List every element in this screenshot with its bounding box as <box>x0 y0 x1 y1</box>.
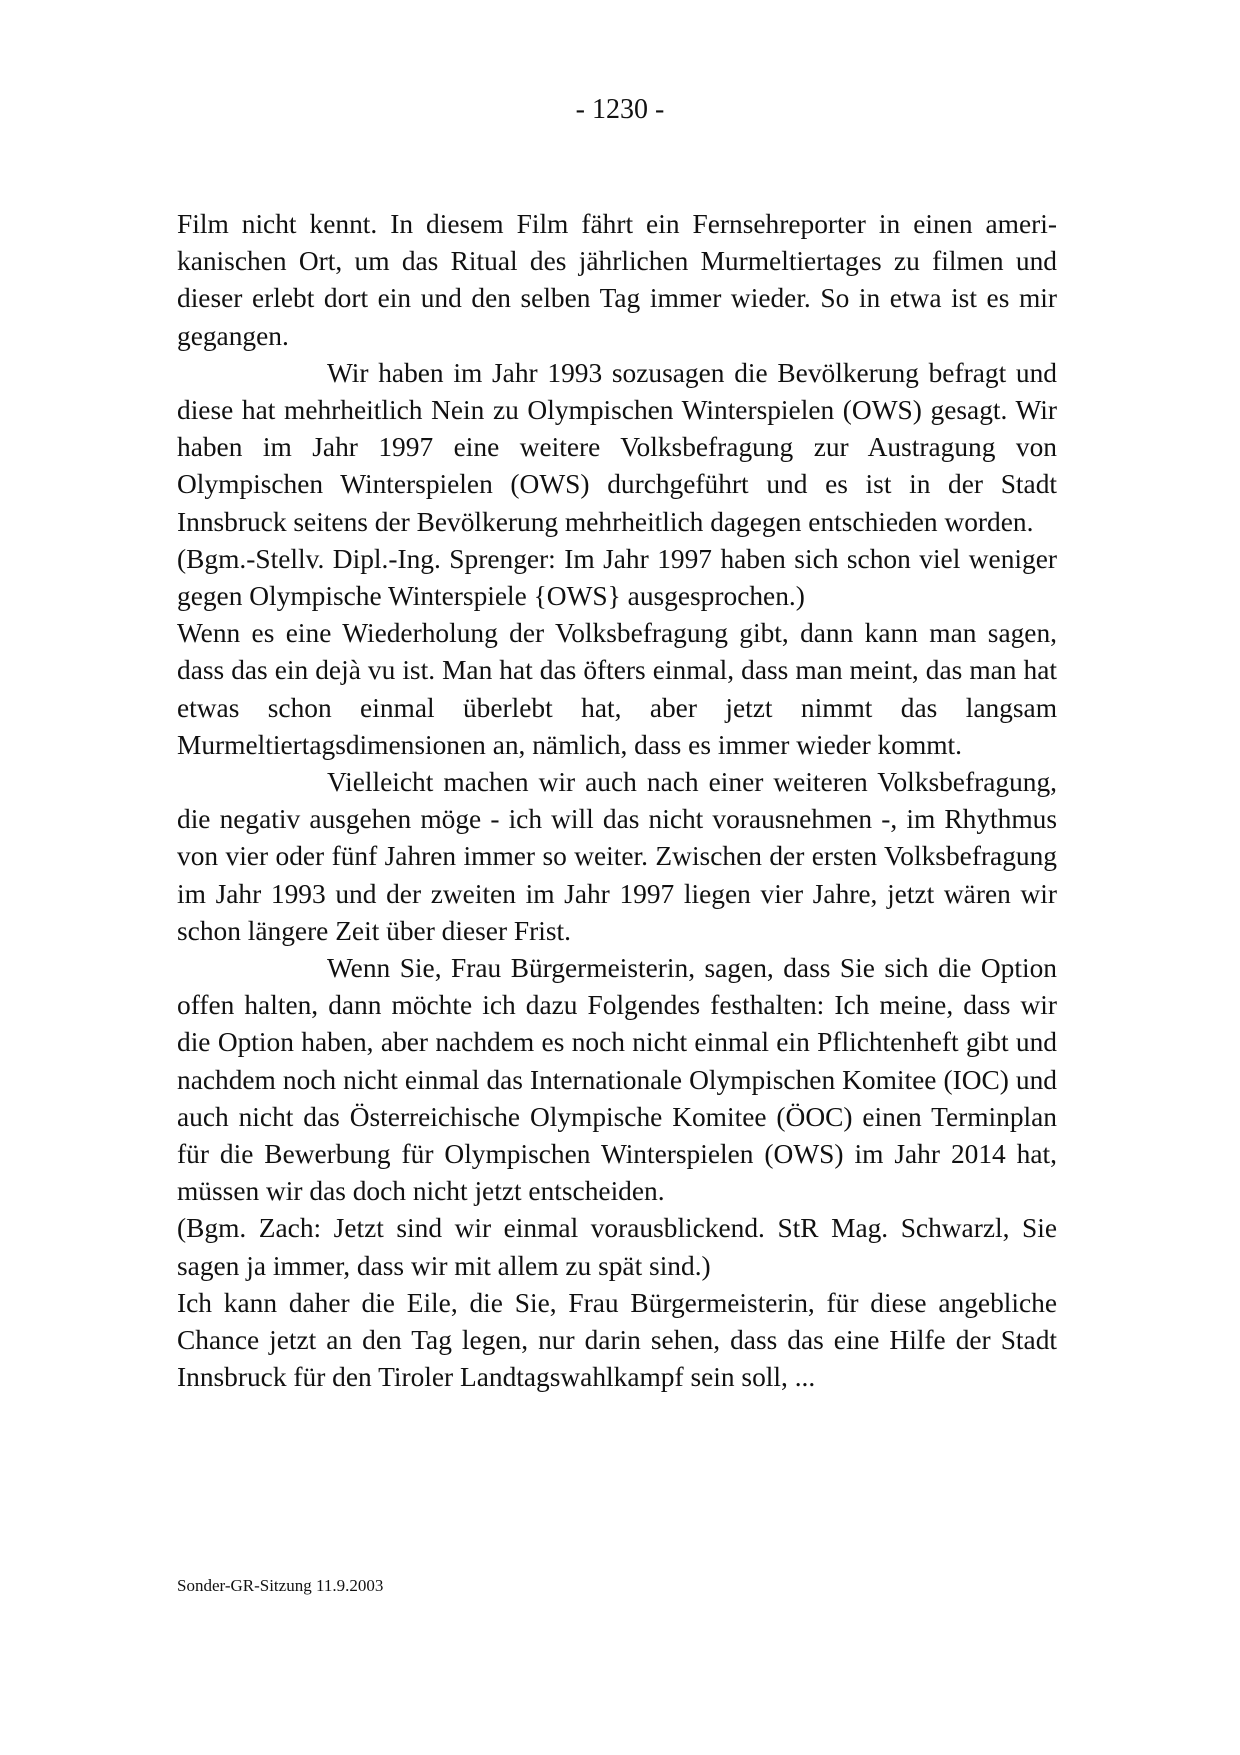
paragraph: Wenn es eine Wiederholung der Volksbefragung gibt, dann kann man sagen, dass das ein dejà vu ist. Man hat das öfters einmal, dass man meint, das man hat etwas schon einmal überlebt hat, aber jetzt nimmt das langsam Murmeltiertagsdimensionen an, nämlich, dass es immer wieder kommt. <box>177 618 1057 760</box>
interjection: (Bgm. Zach: Jetzt sind wir einmal vorausblickend. StR Mag. Schwarzl, Sie sagen ja immer, dass wir mit allem zu spät sind.) <box>177 1213 1057 1281</box>
interjection: (Bgm.-Stellv. Dipl.-Ing. Sprenger: Im Jahr 1997 haben sich schon viel weniger gegen Olympische Winterspiele {OWS} ausgesprochen.) <box>177 543 1057 612</box>
paragraph: Vielleicht machen wir auch nach einer weiteren Volksbefragung, die negativ ausgehen möge - ich will das nicht vorausnehmen -, im Rhythmus von vier oder fünf Jahren immer so weiter. Zwischen der ersten Volksbefragung im Jahr 1993 und der zweiten im Jahr 1997 liegen vier Jahre, jetzt wären wir schon längere Zeit über dieser Frist. <box>177 767 1057 946</box>
paragraph: Wenn Sie, Frau Bürgermeisterin, sagen, dass Sie sich die Option offen halten, dann möchte ich dazu Folgendes festhalten: Ich meine, dass wir die Option haben, aber nachdem es noch nicht einmal ein Pflichtenheft gibt und nachdem noch nicht einmal das Internationale Olympischen Komitee (IOC) und auch nicht das Österreichische Olympische Komitee (ÖOC) einen Terminplan für die Bewerbung für Olympischen Winterspielen (OWS) im Jahr 2014 hat, müssen wir das doch nicht jetzt entscheiden. <box>177 953 1057 1207</box>
transcript-body <box>177 206 1057 1397</box>
paragraph: Wir haben im Jahr 1993 sozusagen die Bevölkerung befragt und diese hat mehrheitlich Nein zu Olympischen Winterspielen (OWS) gesagt. Wir haben im Jahr 1997 eine weitere Volksbefragung zur Austragung von Olympischen Winterspielen (OWS) durchgeführt und es ist in der Stadt Innsbruck seitens der Bevölkerung mehrheitlich dagegen entschieden worden. <box>177 357 1057 537</box>
footer-session-label: Sonder-GR-Sitzung 11.9.2003 <box>177 1576 384 1595</box>
paragraph: Film nicht kennt. In diesem Film fährt ein Fernsehreporter in einen amerikanischen Ort, um das Ritual des jährlichen Murmeltiertages zu filmen und dieser erlebt dort ein und den selben Tag immer wieder. So in etwa ist es mir gegangen. <box>177 209 1057 351</box>
paragraph: Ich kann daher die Eile, die Sie, Frau Bürgermeisterin, für diese angebliche Chance jetzt an den Tag legen, nur darin sehen, dass das eine Hilfe der Stadt Innsbruck für den Tiroler Landtagswahlkampf sein soll, ... <box>177 1287 1057 1393</box>
page-number: - 1230 - <box>575 94 665 125</box>
